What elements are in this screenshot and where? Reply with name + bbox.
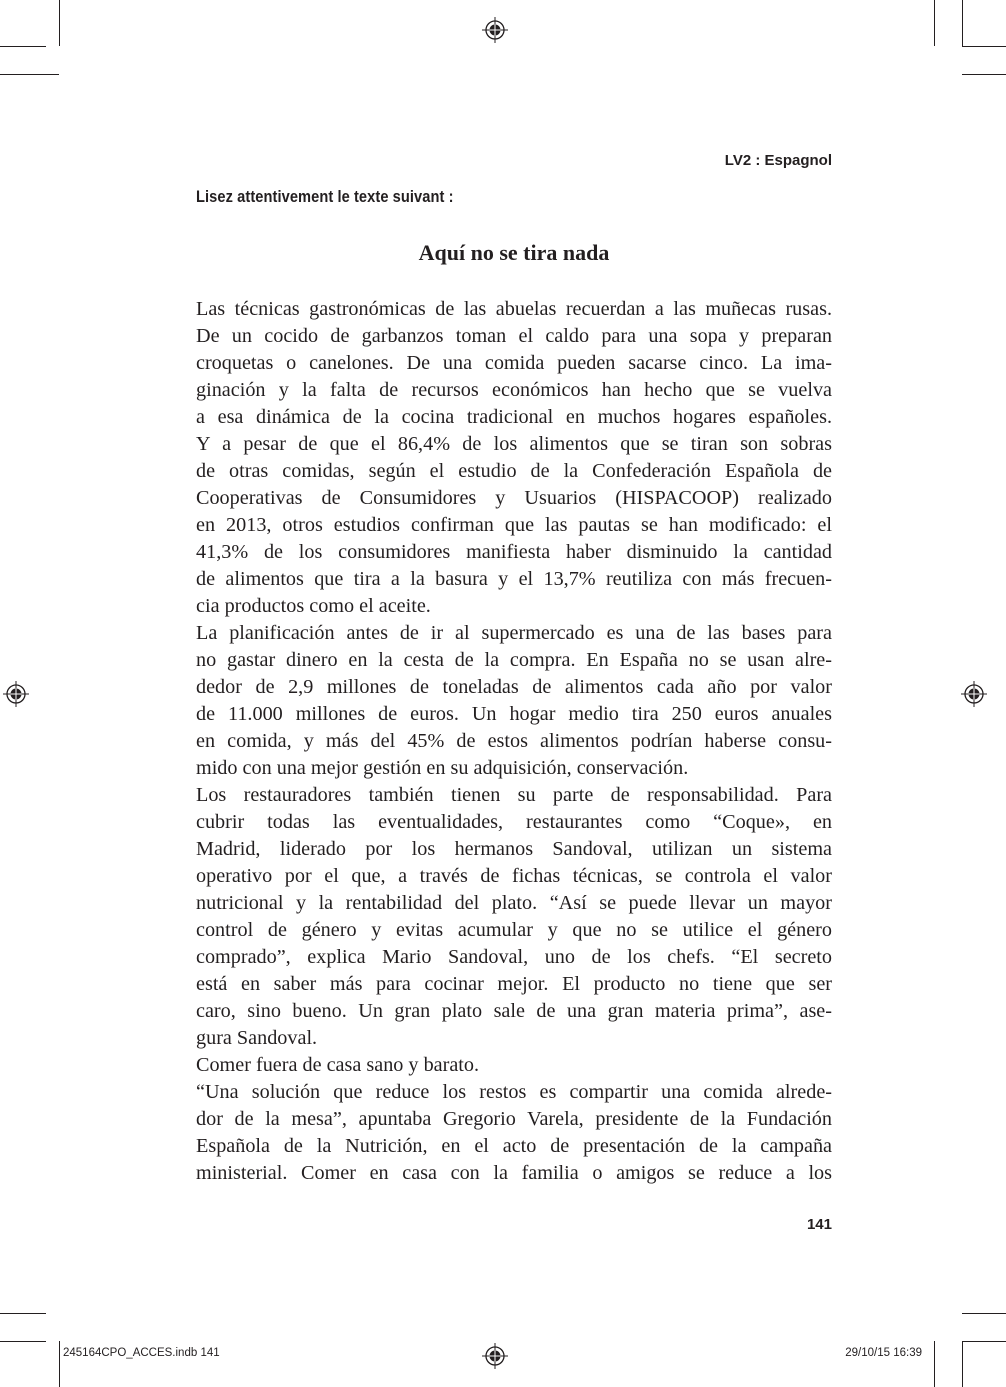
article-line: 41,3% de los consumidores manifiesta haber disminuido la cantidad	[196, 541, 832, 563]
article-line: cia productos como el aceite.	[196, 595, 431, 617]
footer-file-label: 245164CPO_ACCES.indb 141	[63, 1347, 220, 1359]
article-line: ginación y la falta de recursos económicos han hecho que se vuelva	[196, 379, 832, 401]
article-line: nutricional y la rentabilidad del plato. “Así se puede llevar un mayor	[196, 892, 832, 914]
article-line: Española de la Nutrición, en el acto de presentación de la campaña	[196, 1135, 832, 1157]
article-line: “Una solución que reduce los restos es compartir una comida alrede-	[196, 1081, 832, 1103]
article-line: Y a pesar de que el 86,4% de los alimentos que se tiran son sobras	[196, 433, 832, 455]
crop-mark	[962, 74, 1006, 75]
crop-mark	[934, 1341, 935, 1387]
crop-mark	[0, 74, 59, 75]
crop-mark	[934, 0, 935, 46]
article-line: no gastar dinero en la cesta de la compra. En España no se usan alre-	[196, 649, 832, 671]
article-line: a esa dinámica de la cocina tradicional en muchos hogares españoles.	[196, 406, 832, 428]
registration-mark-icon	[2, 680, 30, 708]
registration-mark-icon	[481, 16, 509, 44]
article-body	[196, 296, 832, 1187]
crop-mark	[962, 0, 963, 46]
article-line: ministerial. Comer en casa con la familia o amigos se reduce a los	[196, 1162, 832, 1184]
article-line: en comida, y más del 45% de estos alimentos podrían haberse consu-	[196, 730, 832, 752]
article-line: caro, sino bueno. Un gran plato sale de una gran materia prima”, ase-	[196, 1000, 832, 1022]
crop-mark	[962, 1341, 1006, 1342]
crop-mark	[962, 1341, 963, 1387]
article-line: De un cocido de garbanzos toman el caldo para una sopa y preparan	[196, 325, 832, 347]
page-number: 141	[806, 1216, 832, 1233]
article-line: dor de la mesa”, apuntaba Gregorio Varela, presidente de la Fundación	[196, 1108, 832, 1130]
registration-mark-icon	[481, 1342, 509, 1370]
article-line: mido con una mejor gestión en su adquisición, conservación.	[196, 757, 689, 779]
crop-mark	[0, 46, 46, 47]
article-line: de 11.000 millones de euros. Un hogar medio tira 250 euros anuales	[196, 703, 832, 725]
article-line: dedor de 2,9 millones de toneladas de alimentos cada año por valor	[196, 676, 832, 698]
article-line: Cooperativas de Consumidores y Usuarios (HISPACOOP) realizado	[196, 487, 832, 509]
article-line: Comer fuera de casa sano y barato.	[196, 1054, 480, 1076]
article-line: Los restauradores también tienen su parte de responsabilidad. Para	[196, 784, 832, 806]
crop-mark	[59, 1341, 60, 1387]
article-line: gura Sandoval.	[196, 1027, 318, 1049]
registration-mark-icon	[960, 680, 988, 708]
article-line: La planificación antes de ir al supermercado es una de las bases para	[196, 622, 832, 644]
section-label: LV2 : Espagnol	[724, 152, 832, 169]
instruction-heading: Lisez attentivement le texte suivant :	[196, 187, 454, 206]
footer-date-time: 29/10/15 16:39	[845, 1347, 922, 1359]
article-line: de alimentos que tira a la basura y el 13,7% reutiliza con más frecuen-	[196, 568, 832, 590]
article-line: en 2013, otros estudios confirman que las pautas se han modificado: el	[196, 514, 832, 536]
crop-mark	[962, 46, 1006, 47]
crop-mark	[59, 0, 60, 46]
article-line: cubrir todas las eventualidades, restaurantes como “Coque», en	[196, 811, 832, 833]
article-line: croquetas o canelones. De una comida pueden sacarse cinco. La ima-	[196, 352, 832, 374]
article-line: Madrid, liderado por los hermanos Sandoval, utilizan un sistema	[196, 838, 832, 860]
article-title: Aquí no se tira nada	[418, 240, 610, 265]
crop-mark	[0, 1313, 46, 1314]
article-line: control de género y evitas acumular y que no se utilice el género	[196, 919, 832, 941]
article-line: comprado”, explica Mario Sandoval, uno de los chefs. “El secreto	[196, 946, 832, 968]
article-line: está en saber más para cocinar mejor. El producto no tiene que ser	[196, 973, 832, 995]
article-line: operativo por el que, a través de fichas técnicas, se controla el valor	[196, 865, 832, 887]
article-line: Las técnicas gastronómicas de las abuelas recuerdan a las muñecas rusas.	[196, 298, 832, 320]
article-line: de otras comidas, según el estudio de la Confederación Española de	[196, 460, 832, 482]
crop-mark	[0, 1341, 46, 1342]
crop-mark	[962, 1313, 1006, 1314]
